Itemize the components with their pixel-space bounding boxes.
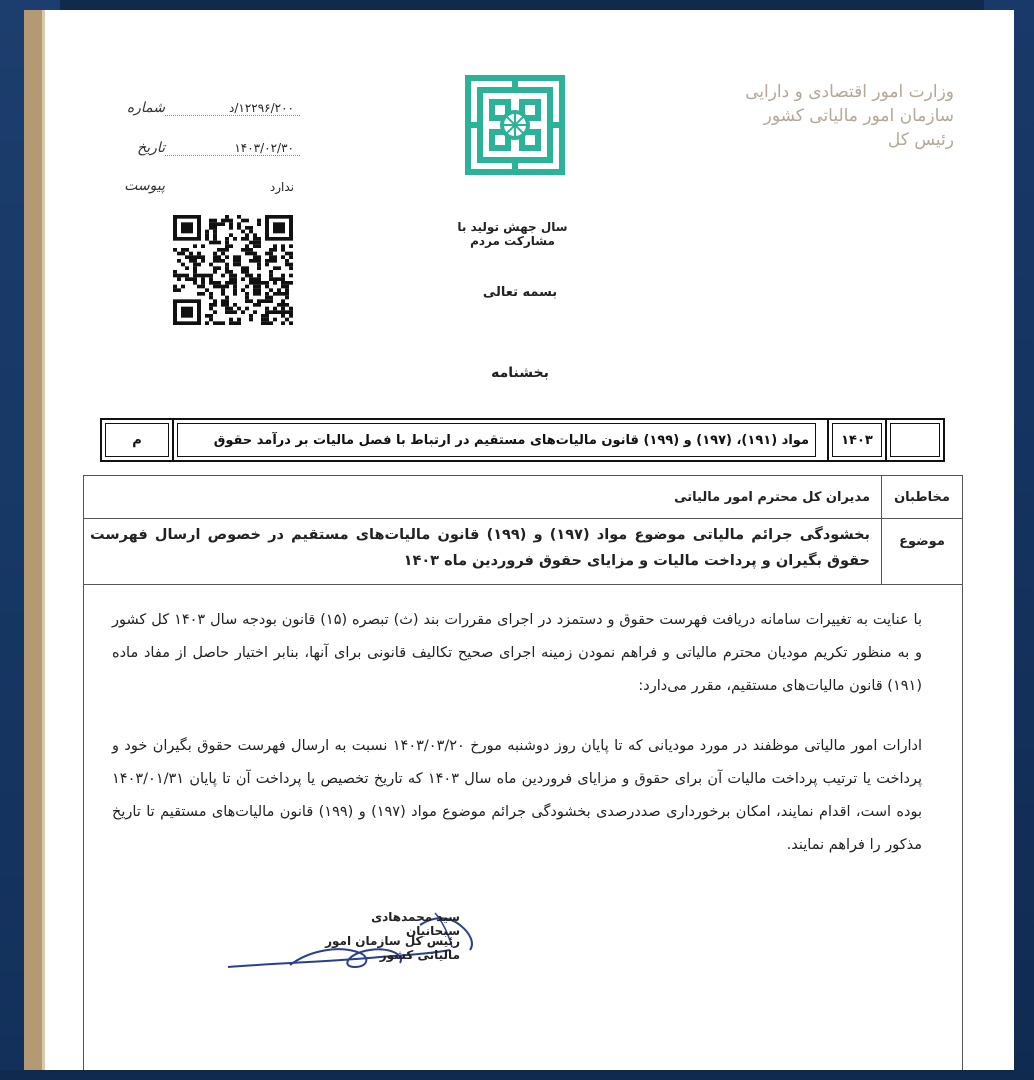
addressees-value: مدیران کل محترم امور مالیاتی: [674, 490, 870, 505]
letter-sheet: [45, 10, 1014, 1080]
ministry-line-3: رئیس کل: [887, 130, 954, 150]
reference-box: [100, 418, 945, 462]
attachment-value: ندارد: [269, 180, 294, 194]
background-bottom: [0, 1070, 1034, 1080]
meta-attachment-row: [125, 172, 300, 194]
paper-binding-edge: [24, 10, 42, 1080]
document-title: بخشنامه: [491, 365, 549, 381]
year-slogan: سال جهش تولید با مشارکت مردم: [457, 220, 568, 248]
tax-organization-logo: [460, 70, 570, 180]
letter-number-label: شماره: [126, 100, 165, 116]
body-paragraph-2: ادارات امور مالیاتی موظفند در مورد مودیانی که تا پایان روز دوشنبه مورخ ۱۴۰۳/۰۳/۲۰ نسبت به ارسال فهرست حقوق بگیران خود و پرداخت یا ترتیب پرداخت مالیات آن برای حقوق و مزایای فروردین ماه سال ۱۴۰۳ که تاریخ تخصیص یا پرداخت آن تا پایان ۱۴۰۳/۰۱/۳۱ بوده است، اقدام نمایند، امکان برخورداری صددرصدی بخشودگی جرائم موضوع مواد (۱۹۷) و (۱۹۹) قانون مالیات‌های مستقیم تا تاریخ مذکور را فراهم نمایند.: [112, 738, 923, 853]
subject-label: موضوع: [899, 534, 945, 549]
reference-code: م: [105, 423, 169, 457]
bismillah-heading: بسمه تعالی: [482, 285, 558, 300]
row-divider-2: [84, 584, 962, 585]
letter-date-value: ۱۴۰۳/۰۲/۳۰: [165, 141, 300, 156]
body-paragraph-1: با عنایت به تغییرات سامانه دریافت فهرست حقوق و دستمزد در اجرای مقررات بند (ث) تبصره (۱۵) قانون بودجه سال ۱۴۰۳ کل کشور و به منظور تکریم مودیان محترم مالیاتی و فراهم نمودن زمینه اجرای صحیح تکالیف قانونی برای آنها، بنابر اختیار حاصل از مفاد ماده (۱۹۱) قانون مالیات‌های مستقیم، مقرر می‌دارد:: [112, 612, 922, 694]
reference-year: ۱۴۰۳: [832, 423, 882, 457]
letter-body-frame: [83, 475, 963, 1080]
addressees-label: مخاطبان: [894, 490, 950, 505]
meta-date-row: [125, 134, 300, 156]
letter-date-label: تاریخ: [137, 140, 165, 156]
reference-subject-cell: [172, 420, 827, 460]
meta-number-row: [125, 94, 300, 116]
reference-subject: مواد (۱۹۱)، (۱۹۷) و (۱۹۹) قانون مالیات‌های مستقیم در ارتباط با فصل مالیات بر درآمد حقوق: [177, 423, 816, 457]
signatory-title: رئیس کل سازمان امور مالیاتی کشور: [325, 934, 460, 962]
signatory-name: سید محمدهادی سبحانیان: [371, 910, 460, 938]
ministry-header: [724, 80, 954, 152]
ministry-line-2: سازمان امور مالیاتی کشور: [763, 106, 954, 126]
row-divider-1: [84, 518, 962, 519]
qr-code: [173, 215, 293, 325]
attachment-label: پیوست: [124, 178, 165, 194]
ministry-line-1: وزارت امور اقتصادی و دارایی: [745, 82, 954, 102]
letter-number-value: ۱۲۲۹۶/۲۰۰/د: [165, 101, 300, 116]
reference-year-cell: [827, 420, 885, 460]
reference-empty-cell: [885, 420, 943, 460]
subject-value: بخشودگی جرائم مالیاتی موضوع مواد (۱۹۷) و (۱۹۹) قانون مالیات‌های مستقیم در خصوص ارسال فهرست حقوق بگیران و پرداخت مالیات و مزایای حقوق فروردین ماه ۱۴۰۳: [90, 527, 871, 569]
reference-code-cell: [102, 420, 172, 460]
